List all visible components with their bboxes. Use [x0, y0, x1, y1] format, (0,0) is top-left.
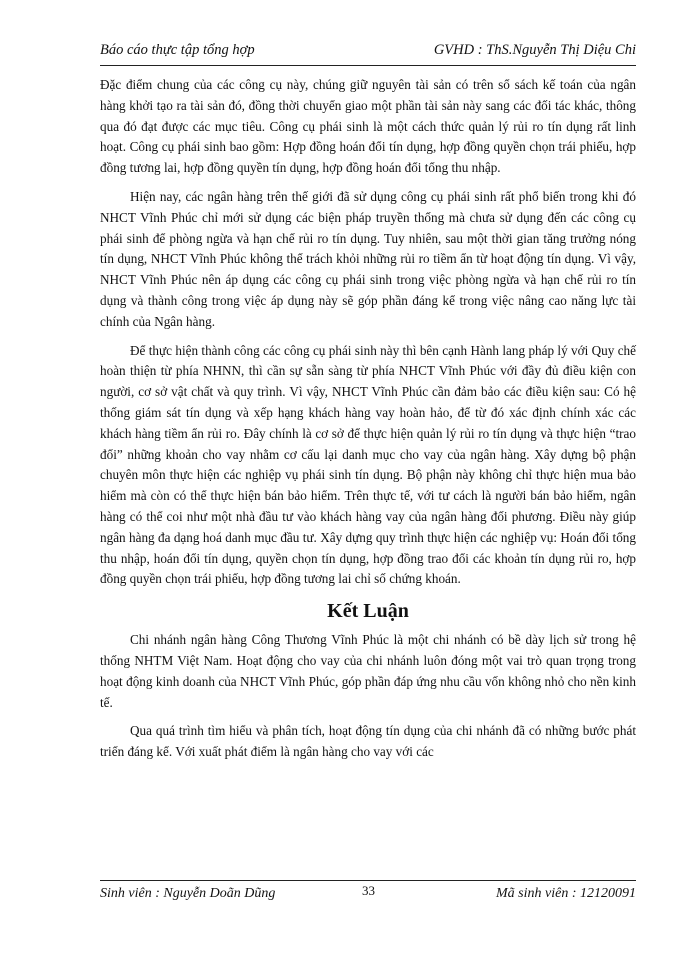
conclusion-heading: Kết Luận — [327, 600, 409, 623]
page-number: 33 — [362, 883, 375, 898]
paragraph-conclusion-analysis: Qua quá trình tìm hiểu và phân tích, hoạt động tín dụng của chi nhánh đã có những bước phát triển đáng kể. Với xuất phát điểm là ngân hàng cho vay với các — [100, 723, 636, 760]
footer-student-id: Mã sinh viên : 12120091 — [496, 886, 636, 901]
paragraph-implementation-conditions: Để thực hiện thành công các công cụ phái sinh này thì bên cạnh Hành lang pháp lý với Quy chế hoàn thiện từ phía NHNN, thì cần sự sẵn sàng từ phía NHCT Vĩnh Phúc với đầy đủ điều kiện con người, cơ sở vật chất và quy trình. Vì vậy, NHCT Vĩnh Phúc cần đảm bảo các điều kiện sau: Có hệ thống giám sát tín dụng và xếp hạng khách hàng vay hoàn hảo, để từ đó xác định chính xác các khách hàng tiềm ẩn rủi ro. Đây chính là cơ sở để thực hiện quản lý rủi ro tín dụng và thực hiện “trao đổi” những khoản cho vay nhằm cơ cấu lại danh mục cho vay của ngân hàng. Xây dựng bộ phận chuyên môn thực hiện các nghiệp vụ phái sinh tín dụng. Bộ phận này không chỉ thực hiện mua bảo hiểm mà còn có thể thực hiện bán bảo hiểm. Trên thực tế, với tư cách là người bán bảo hiểm, ngân hàng có thể coi như một nhà đầu tư vào khách hàng vay của ngân hàng đối phương. Điều này giúp ngân hàng đa dạng hoá danh mục đầu tư. Xây dựng quy trình thực hiện các nghiệp vụ: Hoán đổi tổng thu nhập, hoán đổi tín dụng, quyền chọn tín dụng, hợp đồng trao đổi các khoản tín dụng rủi ro, hợp đồng quyền chọn trái phiếu, hợp đồng tương lai chỉ số chứng khoán. — [100, 342, 636, 587]
paragraph-current-situation: Hiện nay, các ngân hàng trên thế giới đã sử dụng công cụ phái sinh rất phổ biến trong khi đó NHCT Vĩnh Phúc chỉ mới sử dụng các biện pháp truyền thống mà chưa sử dụng đến các công cụ phái sinh để phòng ngừa và hạn chế rủi ro tín dụng. Tuy nhiên, sau một thời gian tăng trưởng nóng tín dụng, NHCT Vĩnh Phúc không thể trách khỏi những rủi ro tiềm ẩn từ hoạt động tín dụng. Vì vậy, NHCT Vĩnh Phúc nên áp dụng các công cụ phái sinh trong việc phòng ngừa và hạn chế rủi ro tín dụng và thành công trong việc áp dụng này sẽ góp phần đáng kể trong việc nâng cao năng lực tài chính của Ngân hàng. — [100, 188, 636, 329]
footer-student-name: Sinh viên : Nguyễn Doãn Dũng — [100, 886, 276, 901]
header-report-title: Báo cáo thực tập tổng hợp — [100, 42, 255, 58]
document-body — [100, 75, 636, 771]
page-header — [100, 39, 636, 66]
paragraph-conclusion-intro: Chi nhánh ngân hàng Công Thương Vĩnh Phúc là một chi nhánh có bề dày lịch sử trong hệ thống NHTM Việt Nam. Hoạt động cho vay của chi nhánh luôn đóng một vai trò quan trọng trong hoạt động kinh doanh của NHCT Vĩnh Phúc, góp phần đáp ứng nhu cầu vốn không nhỏ cho nền kinh tế. — [100, 632, 636, 710]
page-footer — [100, 880, 636, 907]
header-supervisor: GVHD : ThS.Nguyễn Thị Diệu Chi — [433, 42, 636, 58]
paragraph-derivatives-overview: Đặc điểm chung của các công cụ này, chúng giữ nguyên tài sản có trên sổ sách kế toán của ngân hàng khởi tạo ra tài sản đó, đồng thời chuyển giao một phần tài sản này sang các đối tác khác, thông qua đó đạt được các mục tiêu. Công cụ phái sinh là một cách thức quản lý rủi ro tín dụng rất linh hoạt. Công cụ phái sinh bao gồm: Hợp đồng hoán đổi tín dụng, hợp đồng quyền chọn trái phiếu, hợp đồng tương lai, hợp đồng quyền tín dụng, hợp đồng hoán đổi tổng thu nhập. — [100, 77, 636, 176]
